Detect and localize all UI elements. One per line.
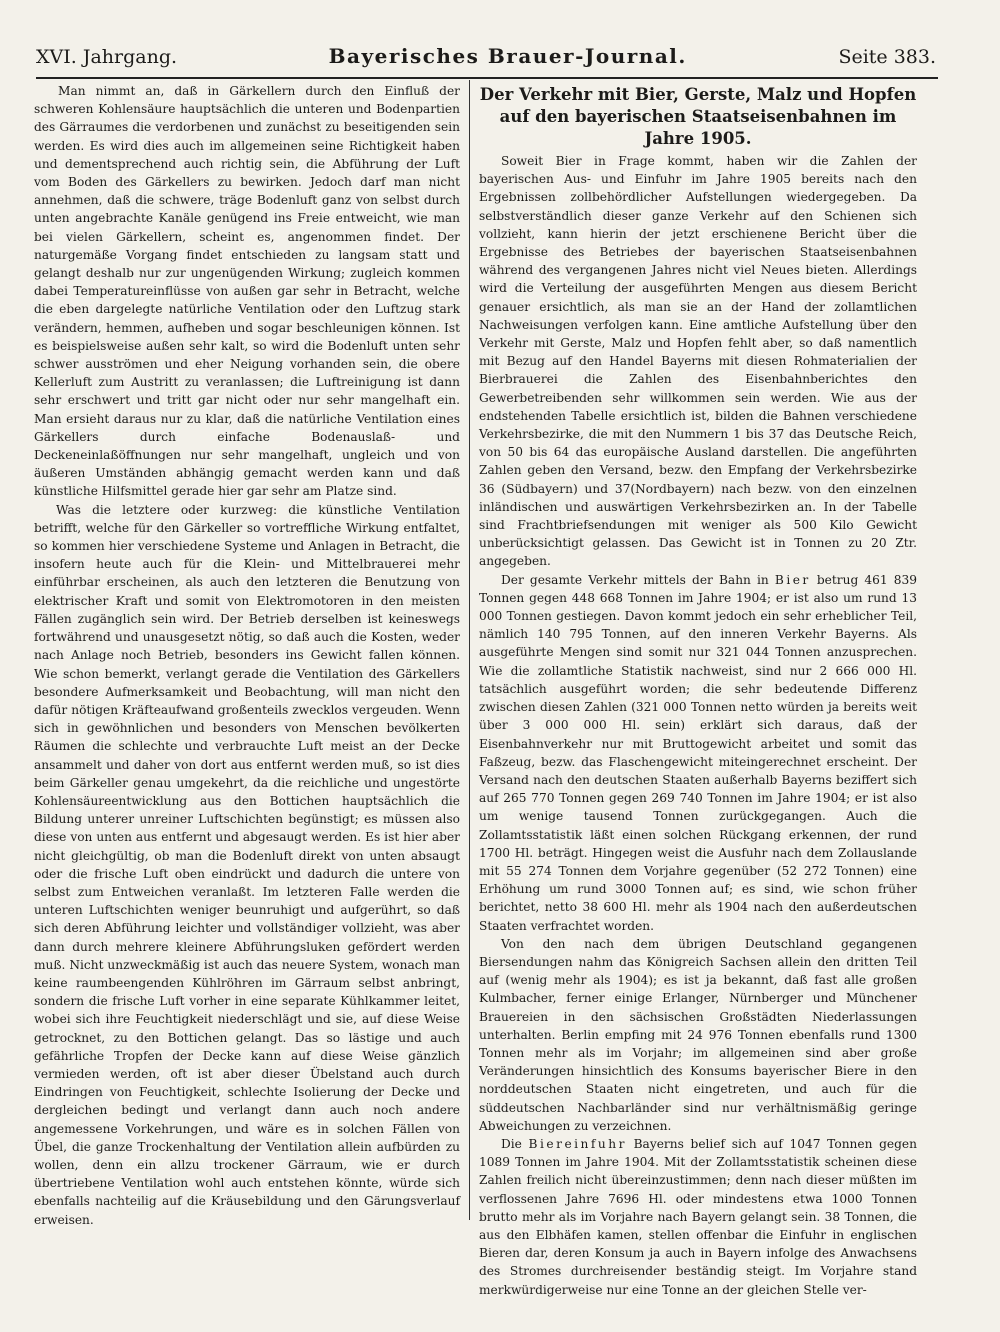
volume-label: XVI. Jahrgang.: [36, 46, 178, 68]
left-paragraph-1: Man nimmt an, daß in Gärkellern durch den Einfluß der schweren Kohlensäure hauptsächlich die unteren und Bodenpartien des Gärraumes die verdorbenen und zunächst zu beseitigenden sein werden. Es wird dies auch im allgemeinen seine Richtigkeit haben und dementsprechend auch richtig sein, die Abführung der Luft vom Boden des Gärkellers zu bewirken. Jedoch darf man nicht annehmen, daß die schwere, träge Bodenluft ganz von selbst durch unten angebrachte Kanäle genügend ins Freie entweicht, wie man bei vielen Gärkellern, scheint es, angenommen findet. Der naturgemäße Vorgang findet entschieden zu langsam statt und gelangt deshalb nur zur ungenügenden Wirkung; zugleich kommen dabei Temperatureinflüsse von außen gar sehr in Betracht, welche die eben dargelegte natürliche Ventilation oder den Luftzug stark verändern, hemmen, aufheben und sogar beschleunigen können. Ist es beispielsweise außen sehr kalt, so wird die Bodenluft unten sehr schwer ausströmen und eher Neigung vorhanden sein, die obere Kellerluft zum Austritt zu veranlassen; die Luftreinigung ist dann sehr erschwert und tritt gar nicht oder nur sehr mangelhaft ein. Man ersieht daraus nur zu klar, daß die natürliche Ventilation eines Gärkellers durch einfache Bodenauslaß- und Deckeneinlaßöffnungen nur sehr mangelhaft, ungleich und von äußeren Umständen abhängig gemacht werden kann und daß künstliche Hilfsmittel gerade hier gar sehr am Platze sind.: [34, 84, 460, 499]
right-paragraph-4-body: Bayerns belief sich auf 1047 Tonnen gegen 1089 Tonnen im Jahre 1904. Mit der Zollamtsstatistik scheinen diese Zahlen freilich nicht übereinzustimmen; denn nach dieser müßten im verflossenen Jahre 7696 Hl. oder mindestens etwa 1000 Tonnen brutto mehr als im Vorjahre nach Bayern gelangt sein. 38 Tonnen, die aus den Elbhäfen kamen, stellen offenbar die Einfuhr in englischen Bieren dar, deren Konsum ja auch in Bayern infolge des Anwachsens des Stromes durchreisender beständig steigt. Im Vorjahre stand merkwürdigerweise nur eine Tonne an der gleichen Stelle ver-: [479, 1136, 917, 1297]
left-column: [34, 82, 460, 1229]
right-paragraph-2: [479, 571, 917, 935]
right-paragraph-4-lead: Die: [501, 1136, 529, 1151]
page-header: [36, 44, 936, 76]
emphasis-biereinfuhr: Biereinfuhr: [528, 1136, 627, 1151]
right-paragraph-3: Von den nach dem übrigen Deutschland gegangenen Biersendungen nahm das Königreich Sachsen allein den dritten Teil auf (wenig mehr als 1904); es ist ja bekannt, daß fast alle großen Kulmbacher, ferner einige Erlanger, Nürnberger und Münchener Brauereien in den sächsischen Großstädten Niederlassungen unterhalten. Berlin empfing mit 24 976 Tonnen ebenfalls rund 1300 Tonnen mehr als im Vorjahr; im allgemeinen sind aber große Veränderungen hinsichtlich des Konsums bayerischer Biere in den norddeutschen Staaten nicht eingetreten, und auch für die süddeutschen Nachbarländer sind nur verhältnismäßig geringe Abweichungen zu verzeichnen.: [479, 936, 917, 1133]
journal-title: Bayerisches Brauer-Journal.: [328, 44, 687, 68]
right-paragraph-4: [479, 1135, 917, 1299]
page-number: Seite 383.: [838, 46, 936, 68]
left-paragraph-2: Was die letztere oder kurzweg: die künstliche Ventilation betrifft, welche für den Gärkeller so vortreffliche Wirkung entfaltet, so kommen hier verschiedene Systeme und Anlagen in Betracht, die insofern heute auch für die Klein- und Mittelbrauerei mehr einführbar erscheinen, als auch den letzteren die Benutzung von elektrischer Kraft und somit von Elektromotoren in den meisten Fällen zugänglich sein wird. Der Betrieb derselben ist keineswegs fortwährend und unausgesetzt nötig, so daß auch die Kosten, weder nach Anlage noch Betrieb, besonders ins Gewicht fallen können. Wie schon bemerkt, verlangt gerade die Ventilation des Gärkellers besondere Aufmerksamkeit und Beobachtung, will man nicht den dafür nötigen Kräfteaufwand großenteils zwecklos vergeuden. Wenn sich in gewöhnlichen und besonders von Menschen bevölkerten Räumen die schlechte und verbrauchte Luft meist an der Decke ansammelt und daher von dort aus entfernt werden muß, so ist dies beim Gärkeller genau umgekehrt, da die reichliche und ungestörte Kohlensäureentwicklung aus den Bottichen hauptsächlich die Bildung unterer unreiner Luftschichten begünstigt; es müssen also diese von unten aus entfernt und abgesaugt werden. Es ist hier aber nicht gleichgültig, ob man die Bodenluft direkt von unten absaugt oder die frische Luft oben eindrückt und dadurch die untere von selbst zum Entweichen veranlaßt. Im letzteren Falle werden die unteren Luftschichten weniger beunruhigt und aufgerührt, so daß sich deren Abführung leichter und vollständiger vollzieht, was aber dann durch mehrere kleinere Abführungsluken gefördert werden muß. Nicht unzweckmäßig ist auch das neuere System, wonach man keine raumbeengenden Kühlröhren im Gärraum selbst anbringt, sondern die frische Luft vorher in eine separate Kühlkammer leitet, wobei sich ihre Feuchtigkeit niederschlägt und sie, auf diese Weise getrocknet, zu den Bottichen gelangt. Das so lästige und auch gefährliche Tropfen der Decke kann auf diese Weise gänzlich vermieden werden, oft ist aber dieser Übelstand auch durch Eindringen von Feuchtigkeit, schlechte Isolierung der Decke und dergleichen bedingt und verlangt dann auch noch andere angemessene Vorkehrungen, und wäre es in solchen Fällen von Übel, die ganze Trockenhaltung der Ventilation allein aufbürden zu wollen, denn ein allzu trockener Gärraum, wie er durch übertriebene Ventilation wohl auch entstehen könnte, würde sich ebenfalls nachteilig auf die Kräusebildung und den Gärungsverlauf erweisen.: [34, 502, 460, 1227]
column-divider: [469, 80, 470, 1220]
right-paragraph-2-lead: Der gesamte Verkehr mittels der Bahn in: [501, 572, 775, 587]
header-rule: [36, 77, 938, 79]
right-paragraph-1: Soweit Bier in Frage kommt, haben wir die Zahlen der bayerischen Aus- und Einfuhr im Jahre 1905 bereits nach den Ergebnissen zollbehördlicher Aufstellungen wiedergegeben. Da selbstverständlich dieser ganze Verkehr auf den Schienen sich vollzieht, kann hierin der jetzt erschienene Bericht über die Ergebnisse des Betriebes der bayerischen Staatseisenbahnen während des vergangenen Jahres nicht viel Neues bieten. Allerdings wird die Verteilung der ausgeführten Mengen aus diesem Bericht genauer ersichtlich, als man sie an der Hand der zollamtlichen Nachweisungen verfolgen kann. Eine amtliche Aufstellung über den Verkehr mit Gerste, Malz und Hopfen fehlt aber, so daß namentlich mit Bezug auf den Handel Bayerns mit diesen Rohmaterialien der Bierbrauerei die Zahlen des Eisenbahnberichtes den Gewerbetreibenden sehr willkommen sein werden. Wie aus der endstehenden Tabelle ersichtlich ist, bilden die Bahnen verschiedene Verkehrsbezirke, die mit den Nummern 1 bis 37 das Deutsche Reich, von 50 bis 64 das europäische Ausland darstellen. Die angeführten Zahlen geben den Versand, bezw. den Empfang der Verkehrsbezirke 36 (Südbayern) und 37(Nordbayern) nach bezw. von den einzelnen inländischen und auswärtigen Verkehrsbezirken an. In der Tabelle sind Frachtbriefsendungen mit weniger als 500 Kilo Gewicht unberücksichtigt gelassen. Das Gewicht ist in Tonnen zu 20 Ztr. angegeben.: [479, 154, 917, 569]
right-paragraph-2-body: betrug 461 839 Tonnen gegen 448 668 Tonnen im Jahre 1904; er ist also um rund 13 000 Tonnen gestiegen. Davon kommt jedoch ein sehr erheblicher Teil, nämlich 140 795 Tonnen, auf den inneren Verkehr Bayerns. Als ausgeführte Mengen sind somit nur 321 044 Tonnen anzusprechen. Wie die zollamtliche Statistik nachweist, sind nur 2 666 000 Hl. tatsächlich ausgeführt worden; die sehr bedeutende Differenz zwischen diesen Zahlen (321 000 Tonnen netto würden ja bereits weit über 3 000 000 Hl. sein) erklärt sich daraus, daß der Eisenbahnverkehr nur mit Bruttogewicht arbeitet und somit das Faßzeug, bezw. das Flaschengewicht miteingerechnet erscheint. Der Versand nach den deutschen Staaten außerhalb Bayerns beziffert sich auf 265 770 Tonnen gegen 269 740 Tonnen im Jahre 1904; er ist also um wenige tausend Tonnen zurückgegangen. Auch die Zollamtsstatistik läßt einen solchen Rückgang erkennen, der rund 1700 Hl. beträgt. Hingegen weist die Ausfuhr nach dem Zollauslande mit 55 274 Tonnen dem Vorjahre gegenüber (52 272 Tonnen) eine Erhöhung um rund 3000 Tonnen auf; es sind, wie schon früher berichtet, netto 38 600 Hl. mehr als 1904 nach den außerdeutschen Staaten verfrachtet worden.: [479, 572, 917, 933]
right-column: [479, 82, 917, 1299]
article-title: Der Verkehr mit Bier, Gerste, Malz und Hopfen auf den bayerischen Staatseisenbahnen im Jahre 1905.: [479, 85, 917, 148]
emphasis-bier: Bier: [774, 572, 811, 587]
